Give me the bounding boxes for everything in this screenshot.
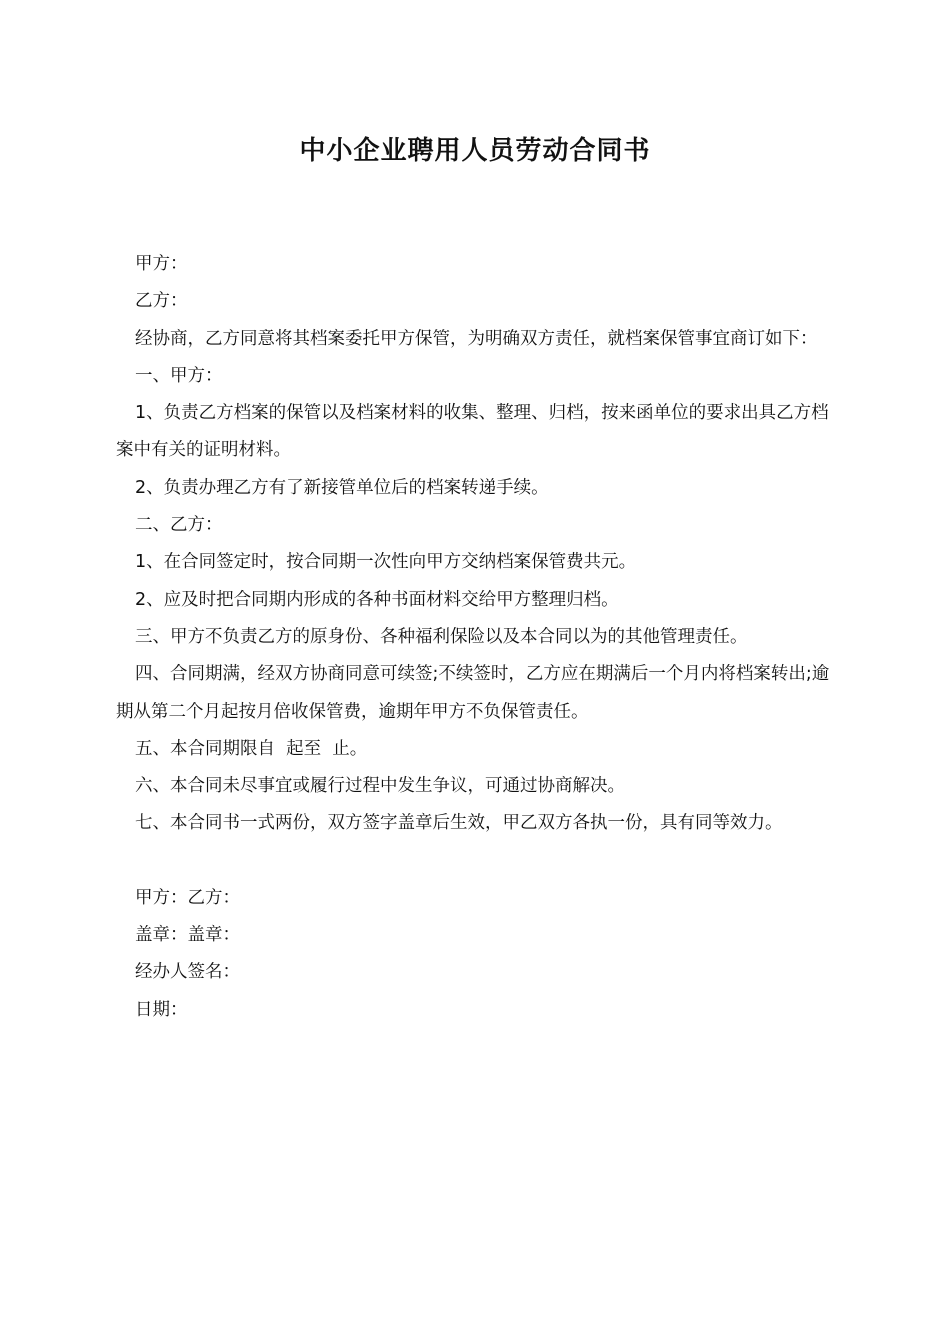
signature-date: 日期：: [135, 999, 188, 1020]
spacer: [116, 843, 846, 880]
party-a-clause-2: 2、负责办理乙方有了新接管单位后的档案转递手续。: [135, 477, 549, 498]
intro-paragraph: 经协商，乙方同意将其档案委托甲方保管，为明确双方责任，就档案保管事宜商订如下：: [135, 328, 818, 349]
clause-3: 三、甲方不负责乙方的原身份、各种福利保险以及本合同以为的其他管理责任。: [135, 626, 748, 647]
document-title: 中小企业聘用人员劳动合同书: [299, 136, 651, 166]
signature-parties: 甲方：乙方：: [135, 887, 240, 908]
section-heading-party-b: 二、乙方：: [135, 515, 223, 536]
document-body: [116, 246, 846, 1029]
signature-seal: 盖章：盖章：: [135, 925, 240, 946]
party-b-clause-1: 1、在合同签定时，按合同期一次性向甲方交纳档案保管费共元。: [135, 552, 637, 573]
party-a-line: 甲方：: [135, 254, 188, 274]
party-b-line: 乙方：: [135, 291, 188, 312]
clause-5: 五、本合同期限自 起至 止。: [135, 738, 368, 759]
signature-handler: 经办人签名：: [135, 962, 240, 983]
clause-6: 六、本合同未尽事宜或履行过程中发生争议，可通过协商解决。: [135, 776, 625, 797]
party-a-clause-1: 1、负责乙方档案的保管以及档案材料的收集、整理、归档，按来函单位的要求出具乙方档案中有关的证明材料。: [116, 403, 829, 461]
clause-7: 七、本合同书一式两份，双方签字盖章后生效，甲乙双方各执一份，具有同等效力。: [135, 813, 783, 834]
clause-4: 四、合同期满，经双方协商同意可续签;不续签时，乙方应在期满后一个月内将档案转出;逾期从第二个月起按月倍收保管费，逾期年甲方不负保管责任。: [116, 664, 830, 722]
party-b-clause-2: 2、应及时把合同期内形成的各种书面材料交给甲方整理归档。: [135, 589, 619, 610]
section-heading-party-a: 一、甲方：: [135, 365, 223, 386]
